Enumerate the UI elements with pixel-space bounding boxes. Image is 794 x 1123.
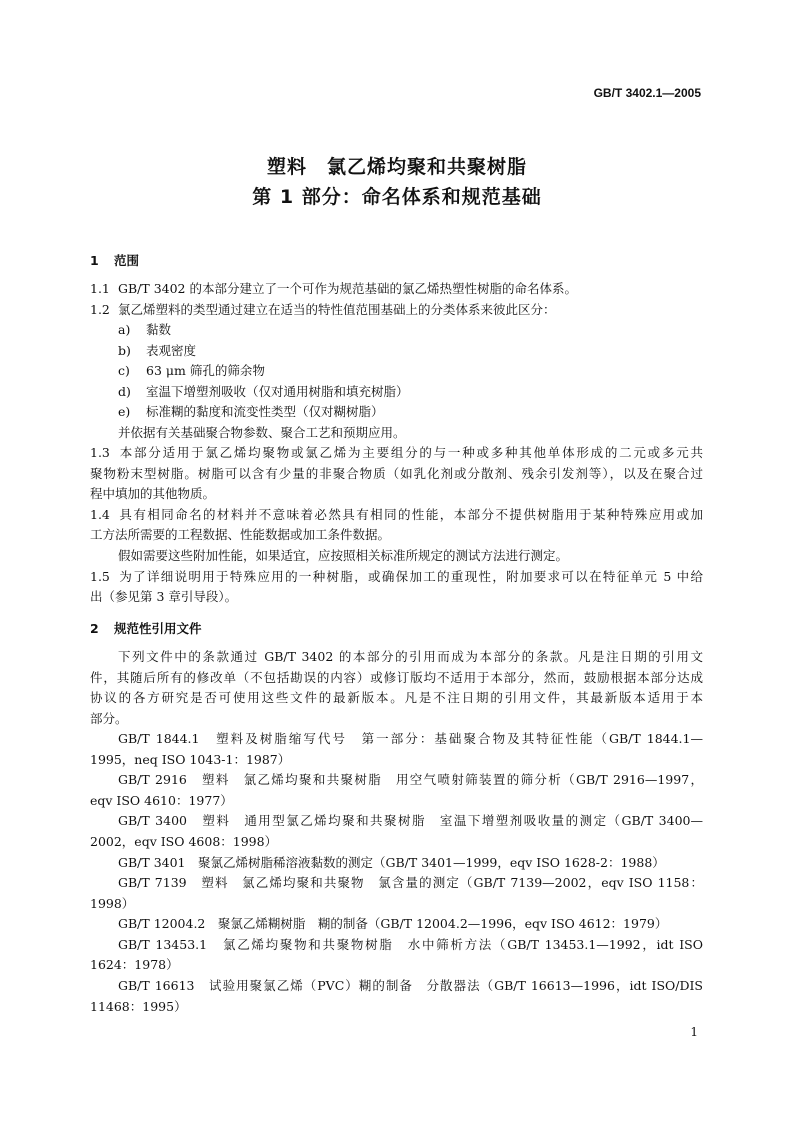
clause-1-2 — [90, 302, 556, 318]
section-2-intro-line-2: 件，其随后所有的修改单（不包括勘误的内容）或修订版均不适用于本部分，然而，鼓励根据本部分达成 — [90, 670, 703, 685]
reference-7-line-2: 1624：1978） — [90, 957, 179, 972]
reference-6: GB/T 12004.2 聚氯乙烯糊树脂 糊的制备（GB/T 12004.2—1996，eqv ISO 4612：1979） — [118, 916, 668, 931]
reference-1-line-2: 1995，neq ISO 1043-1：1987） — [90, 752, 291, 767]
section-2-intro-line-3: 协议的各方研究是否可使用这些文件的最新版本。凡是不注日期的引用文件，其最新版本适用于本 — [90, 690, 703, 705]
list-item-e — [118, 404, 384, 420]
section-2-intro-line-4: 部分。 — [90, 711, 128, 726]
list-label: d) — [118, 384, 131, 399]
list-text: 黏数 — [146, 322, 172, 337]
list-label: c) — [118, 363, 130, 378]
clause-number: 1.2 — [90, 302, 110, 317]
section-2-number: 2 — [90, 621, 99, 636]
document-title-line-2: 第 1 部分：命名体系和规范基础 — [252, 186, 542, 208]
list-label: a) — [118, 322, 131, 337]
clause-1-2-tail: 并依据有关基础聚合物参数、聚合工艺和预期应用。 — [118, 425, 406, 440]
list-item-b — [118, 343, 196, 359]
reference-7-line-1: GB/T 13453.1 氯乙烯均聚物和共聚物树脂 水中筛析方法（GB/T 13453.1—1992，idt ISO — [118, 937, 703, 952]
standard-number: GB/T 3402.1—2005 — [593, 86, 701, 100]
clause-number: 1.1 — [90, 281, 110, 296]
list-text: 标准糊的黏度和流变性类型（仅对糊树脂） — [146, 404, 384, 419]
list-text: 室温下增塑剂吸收（仅对通用树脂和填充树脂） — [146, 384, 409, 399]
section-1-heading — [90, 251, 139, 269]
clause-1-4-tail: 假如需要这些附加性能，如果适宜，应按照相关标准所规定的测试方法进行测定。 — [118, 548, 569, 563]
clause-1-4 — [90, 507, 703, 523]
clause-text: 为了详细说明用于特殊应用的一种树脂，或确保加工的重现性，附加要求可以在特征单元 5 中给 — [118, 569, 703, 584]
section-2-heading — [90, 619, 202, 637]
clause-number: 1.5 — [90, 569, 110, 584]
list-label: e) — [118, 404, 131, 419]
list-item-d — [118, 384, 409, 400]
reference-2-line-1: GB/T 2916 塑料 氯乙烯均聚和共聚树脂 用空气喷射筛装置的筛分析（GB/T 2916—1997， — [118, 772, 703, 787]
list-item-a — [118, 322, 171, 338]
section-2-intro-line-1: 下列文件中的条款通过 GB/T 3402 的本部分的引用而成为本部分的条款。凡是注日期的引用文 — [118, 649, 703, 664]
clause-text: 具有相同命名的材料并不意味着必然具有相同的性能，本部分不提供树脂用于某种特殊应用或加 — [118, 507, 703, 522]
reference-3-line-1: GB/T 3400 塑料 通用型氯乙烯均聚和共聚树脂 室温下增塑剂吸收量的测定（GB/T 3400— — [118, 813, 703, 828]
clause-1-4-line-2: 工方法所需要的工程数据、性能数据或加工条件数据。 — [90, 527, 391, 542]
page-number: 1 — [690, 1025, 698, 1039]
reference-8-line-1: GB/T 16613 试验用聚氯乙烯（PVC）糊的制备 分散器法（GB/T 16613—1996，idt ISO/DIS — [118, 978, 703, 993]
clause-1-5 — [90, 569, 703, 585]
section-1-number: 1 — [90, 253, 99, 268]
reference-2-line-2: eqv ISO 4610：1977） — [90, 793, 233, 808]
clause-1-5-line-2: 出（参见第 3 章引导段）。 — [90, 589, 238, 604]
section-2-title: 规范性引用文件 — [114, 621, 202, 636]
clause-text: 氯乙烯塑料的类型通过建立在适当的特性值范围基础上的分类体系来彼此区分： — [118, 302, 556, 317]
clause-1-3-line-3: 程中填加的其他物质。 — [90, 486, 216, 501]
list-text: 63 μm 筛孔的筛余物 — [146, 363, 265, 378]
reference-5-line-1: GB/T 7139 塑料 氯乙烯均聚和共聚物 氯含量的测定（GB/T 7139—2002，eqv ISO 1158： — [118, 875, 703, 890]
reference-1-line-1: GB/T 1844.1 塑料及树脂缩写代号 第一部分：基础聚合物及其特征性能（GB/T 1844.1— — [118, 731, 703, 746]
section-1-title: 范围 — [114, 253, 140, 268]
document-title-line-1: 塑料 氯乙烯均聚和共聚树脂 — [266, 156, 527, 178]
reference-4: GB/T 3401 聚氯乙烯树脂稀溶液黏数的测定（GB/T 3401—1999，eqv ISO 1628-2：1988） — [118, 855, 665, 870]
list-text: 表观密度 — [146, 343, 197, 358]
reference-3-line-2: 2002，eqv ISO 4608：1998） — [90, 834, 278, 849]
clause-text: 本部分适用于氯乙烯均聚物或氯乙烯为主要组分的与一种或多种其他单体形成的二元或多元共 — [118, 445, 703, 460]
clause-number: 1.4 — [90, 507, 110, 522]
reference-8-line-2: 11468：1995） — [90, 999, 187, 1014]
clause-text: GB/T 3402 的本部分建立了一个可作为规范基础的氯乙烯热塑性树脂的命名体系。 — [118, 281, 577, 296]
clause-1-1 — [90, 281, 577, 297]
list-label: b) — [118, 343, 131, 358]
clause-number: 1.3 — [90, 445, 110, 460]
clause-1-3-line-2: 聚物粉末型树脂。树脂可以含有少量的非聚合物质（如乳化剂或分散剂、残余引发剂等），以及在聚合过 — [90, 466, 703, 481]
clause-1-3 — [90, 445, 703, 461]
list-item-c — [118, 363, 265, 379]
reference-5-line-2: 1998） — [90, 896, 135, 911]
